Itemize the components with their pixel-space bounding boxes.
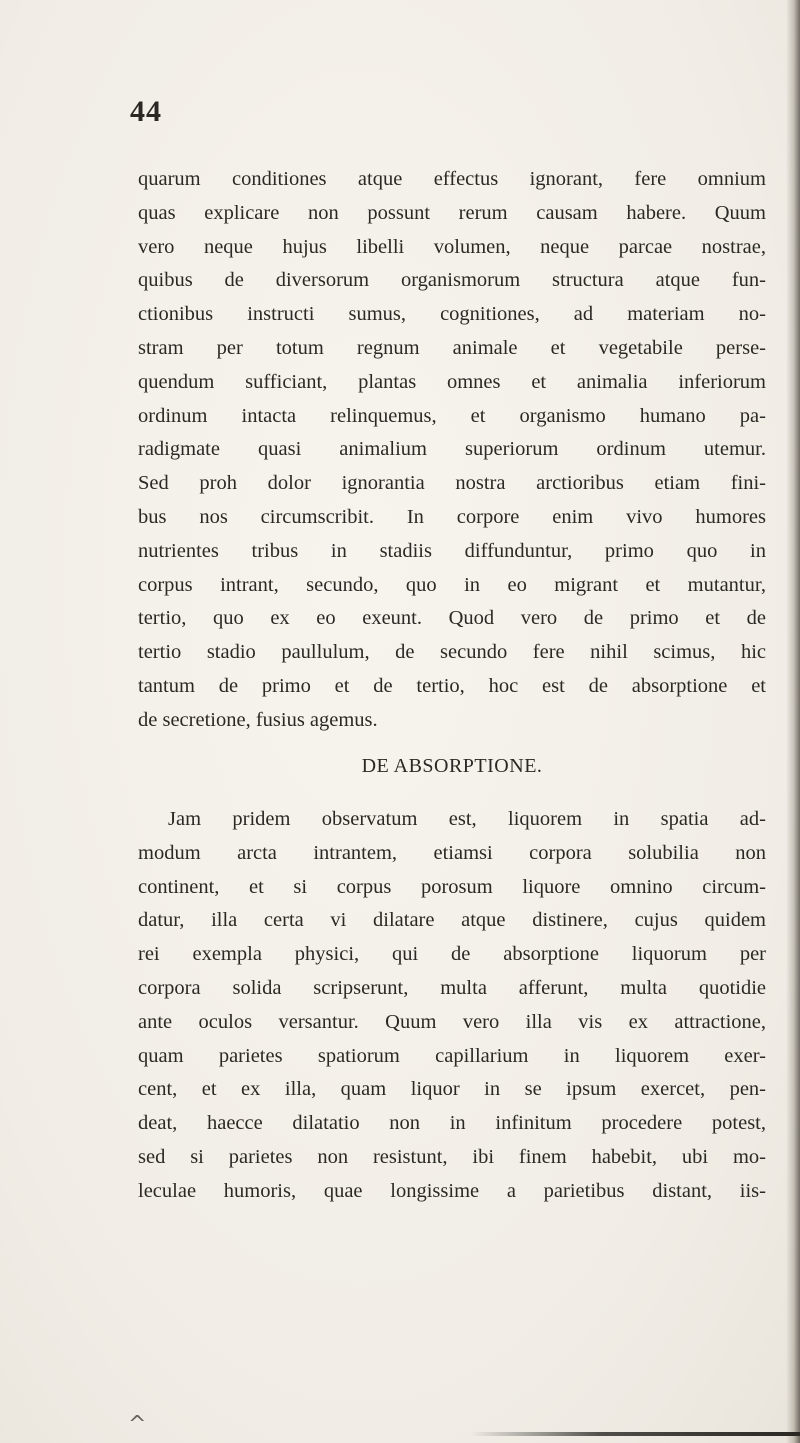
text-line: deat, haecce dilatatio non in infinitum procedere potest, xyxy=(138,1112,766,1135)
text-line: Sed proh dolor ignorantia nostra arctioribus etiam fini- xyxy=(138,472,766,495)
page-edge-shadow xyxy=(786,0,800,1443)
text-line: cent, et ex illa, quam liquor in se ipsum exercet, pen- xyxy=(138,1078,766,1101)
paragraph-1 xyxy=(138,163,766,738)
text-line: corpora solida scripserunt, multa afferunt, multa quotidie xyxy=(138,976,766,999)
corner-mark: ^ xyxy=(128,1412,147,1437)
text-line: ordinum intacta relinquemus, et organismo humano pa- xyxy=(138,404,766,427)
text-line: corpus intrant, secundo, quo in eo migrant et mutantur, xyxy=(138,573,766,596)
text-line: rei exempla physici, qui de absorptione liquorum per xyxy=(138,943,766,966)
text-line: ante oculos versantur. Quum vero illa vis ex attractione, xyxy=(138,1010,766,1033)
text-line: de secretione, fusius agemus. xyxy=(138,708,378,731)
text-line: quam parietes spatiorum capillarium in liquorem exer- xyxy=(138,1044,766,1067)
text-line: vero neque hujus libelli volumen, neque parcae nostrae, xyxy=(138,235,766,258)
text-line: bus nos circumscribit. In corpore enim vivo humores xyxy=(138,505,766,528)
text-line: tantum de primo et de tertio, hoc est de absorptione et xyxy=(138,674,766,697)
text-line: nutrientes tribus in stadiis diffunduntur, primo quo in xyxy=(138,539,766,562)
text-line: modum arcta intrantem, etiamsi corpora solubilia non xyxy=(138,841,766,864)
text-line: radigmate quasi animalium superiorum ordinum utemur. xyxy=(138,438,766,461)
text-line: tertio stadio paullulum, de secundo fere nihil scimus, hic xyxy=(138,641,766,664)
paragraph-2 xyxy=(138,803,766,1209)
section-heading: DE ABSORPTIONE. xyxy=(361,755,543,777)
text-line: quendum sufficiant, plantas omnes et animalia inferiorum xyxy=(138,370,766,393)
text-line: Jam pridem observatum est, liquorem in spatia ad- xyxy=(168,808,766,830)
text-line: stram per totum regnum animale et vegetabile perse- xyxy=(138,336,766,359)
page-number: 44 xyxy=(130,95,162,128)
text-line: continent, et si corpus porosum liquore omnino circum- xyxy=(138,875,766,898)
text-line: leculae humoris, quae longissime a parietibus distant, iis- xyxy=(138,1179,766,1202)
text-line: ctionibus instructi sumus, cognitiones, ad materiam no- xyxy=(138,303,766,326)
text-line: sed si parietes non resistunt, ibi finem habebit, ubi mo- xyxy=(138,1145,766,1168)
text-line: quas explicare non possunt rerum causam habere. Quum xyxy=(138,201,766,224)
text-line: datur, illa certa vi dilatare atque distinere, cujus quidem xyxy=(138,909,766,932)
text-line: quibus de diversorum organismorum structura atque fun- xyxy=(138,269,766,292)
bottom-rule xyxy=(470,1432,800,1436)
text-line: tertio, quo ex eo exeunt. Quod vero de primo et de xyxy=(138,607,766,630)
text-line: quarum conditiones atque effectus ignorant, fere omnium xyxy=(138,168,766,190)
